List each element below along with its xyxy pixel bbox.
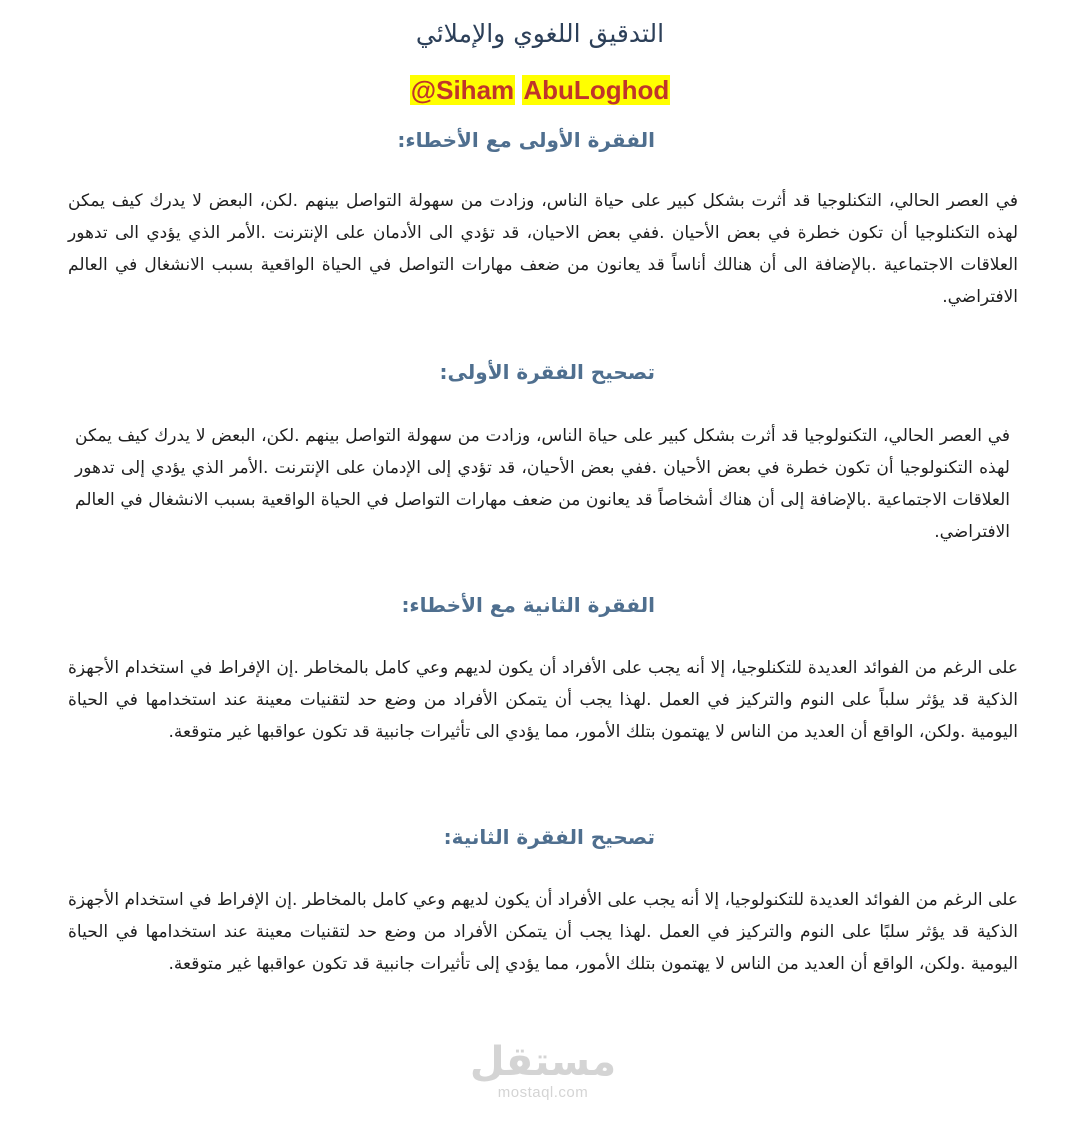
author-last-name: AbuLoghod	[523, 75, 670, 105]
section-3-heading: الفقرة الثانية مع الأخطاء:	[401, 593, 655, 617]
document-title: التدقيق اللغوي والإملائي	[415, 19, 665, 48]
mostaql-watermark	[468, 1040, 618, 1102]
author-first-name: @Siham	[410, 75, 515, 105]
section-4-paragraph: على الرغم من الفوائد العديدة للتكنولوجيا، إلا أنه يجب على الأفراد أن يكون لديهم وعي كامل بالمخاطر .إن الإفراط في استخدام الأجهزة الذكية قد يؤثر سلبًا على النوم والتركيز في العمل .لهذا يجب أن يتمكن الأفراد من وضع حد لتقنيات معينة عند استخدامها في الحياة اليومية .ولكن، الواقع أن العديد من الناس لا يهتمون بتلك الأمور، مما يؤدي إلى تأثيرات جانبية قد تكون عواقبها غير متوقعة.	[68, 890, 1018, 974]
author-line	[0, 73, 1080, 107]
section-1-paragraph: في العصر الحالي، التكنلوجيا قد أثرت بشكل كبير على حياة الناس، وزادت من سهولة التواصل بينهم .لكن، البعض لا يدرك كيف يمكن لهذه التكنلوجيا أن تكون خطرة في بعض الأحيان .ففي بعض الاحيان، قد تؤدي الى الأدمان على الإنترنت .الأمر الذي يؤدي الى تدهور العلاقات الاجتماعية .بالإضافة الى أن هنالك أناساً قد يعانون من ضعف مهارات التواصل في الحياة الواقعية بسبب الانشغال في العالم الافتراضي.	[68, 191, 1018, 307]
watermark-arabic: مستقل	[469, 1039, 617, 1085]
watermark-url: mostaql.com	[497, 1084, 589, 1101]
section-1-heading: الفقرة الأولى مع الأخطاء:	[397, 128, 655, 152]
author-name	[410, 73, 670, 107]
section-4-heading: تصحيح الفقرة الثانية:	[443, 825, 655, 849]
section-3-paragraph: على الرغم من الفوائد العديدة للتكنلوجيا، إلا أنه يجب على الأفراد أن يكون لديهم وعي كامل بالمخاطر .إن الإفراط في استخدام الأجهزة الذكية قد يؤثر سلباً على النوم والتركيز في العمل .لهذا يجب أن يتمكن الأفراد من وضع حد لتقنيات معينة عند استخدامها في الحياة اليومية .ولكن، الواقع أن العديد من الناس لا يهتمون بتلك الأمور، مما يؤدي الى تأثيرات جانبية قد تكون عواقبها غير متوقعة.	[68, 658, 1018, 742]
section-2-heading: تصحيح الفقرة الأولى:	[439, 360, 655, 384]
section-2-paragraph: في العصر الحالي، التكنولوجيا قد أثرت بشكل كبير على حياة الناس، وزادت من سهولة التواصل بينهم .لكن، البعض لا يدرك كيف يمكن لهذه التكنولوجيا أن تكون خطرة في بعض الأحيان .ففي بعض الأحيان، قد تؤدي إلى الإدمان على الإنترنت .الأمر الذي يؤدي إلى تدهور العلاقات الاجتماعية .بالإضافة إلى أن هناك أشخاصاً قد يعانون من ضعف مهارات التواصل في الحياة الواقعية بسبب الانشغال في العالم الافتراضي.	[75, 426, 1010, 542]
